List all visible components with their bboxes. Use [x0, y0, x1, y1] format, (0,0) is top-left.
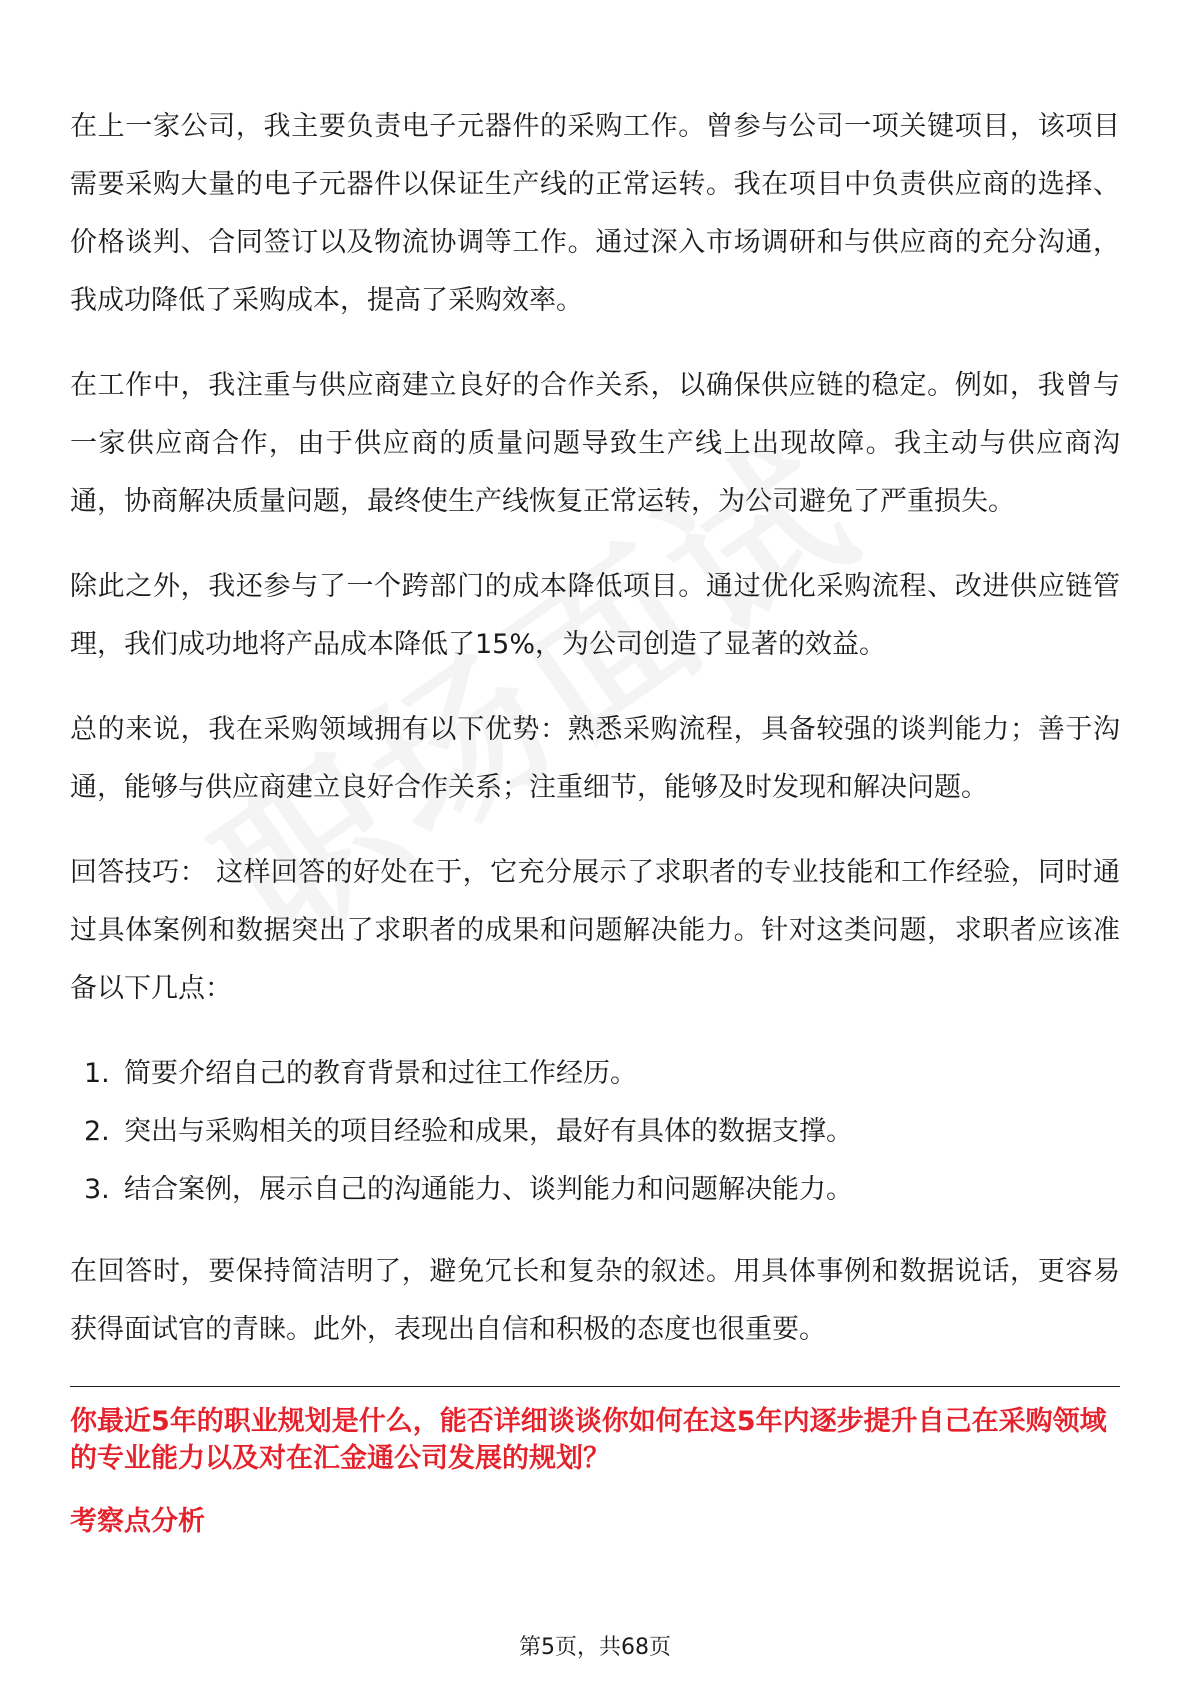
list-item-text: 简要介绍自己的教育背景和过往工作经历。 — [124, 1058, 637, 1089]
list-item — [70, 1161, 1120, 1219]
list-item — [70, 1045, 1120, 1103]
section-divider — [70, 1386, 1120, 1387]
next-question-heading: 你最近5年的职业规划是什么，能否详细谈谈你如何在这5年内逐步提升自己在采购领域的专业能力以及对在汇金通公司发展的规划？ — [70, 1406, 1107, 1474]
paragraph-3: 除此之外，我还参与了一个跨部门的成本降低项目。通过优化采购流程、改进供应链管理，我们成功地将产品成本降低了15%，为公司创造了显著的效益。 — [70, 571, 1120, 660]
closing-paragraph: 在回答时，要保持简洁明了，避免冗长和复杂的叙述。用具体事例和数据说话，更容易获得面试官的青睐。此外，表现出自信和积极的态度也很重要。 — [70, 1256, 1120, 1345]
list-item — [70, 1103, 1120, 1161]
page-footer: 第5页，共68页 — [519, 1635, 671, 1660]
tips-list — [70, 1045, 1120, 1219]
paragraph-1: 在上一家公司，我主要负责电子元器件的采购工作。曾参与公司一项关键项目，该项目需要采购大量的电子元器件以保证生产线的正常运转。我在项目中负责供应商的选择、价格谈判、合同签订以及物流协调等工作。通过深入市场调研和与供应商的充分沟通，我成功降低了采购成本，提高了采购效率。 — [70, 111, 1120, 316]
paragraph-4: 总的来说，我在采购领域拥有以下优势：熟悉采购流程，具备较强的谈判能力；善于沟通，能够与供应商建立良好合作关系；注重细节，能够及时发现和解决问题。 — [70, 714, 1120, 803]
paragraph-2: 在工作中，我注重与供应商建立良好的合作关系，以确保供应链的稳定。例如，我曾与一家供应商合作，由于供应商的质量问题导致生产线上出现故障。我主动与供应商沟通，协商解决质量问题，最终使生产线恢复正常运转，为公司避免了严重损失。 — [70, 370, 1120, 517]
answer-tips-paragraph: 回答技巧： 这样回答的好处在于，它充分展示了求职者的专业技能和工作经验，同时通过具体案例和数据突出了求职者的成果和问题解决能力。针对这类问题，求职者应该准备以下几点： — [70, 857, 1120, 1004]
list-number: 3. — [84, 1174, 110, 1205]
analysis-heading: 考察点分析 — [70, 1506, 205, 1537]
list-item-text: 突出与采购相关的项目经验和成果，最好有具体的数据支撑。 — [124, 1116, 853, 1147]
list-item-text: 结合案例，展示自己的沟通能力、谈判能力和问题解决能力。 — [124, 1174, 853, 1205]
list-number: 2. — [84, 1116, 110, 1147]
document-body — [70, 98, 1120, 1538]
list-number: 1. — [84, 1058, 110, 1089]
